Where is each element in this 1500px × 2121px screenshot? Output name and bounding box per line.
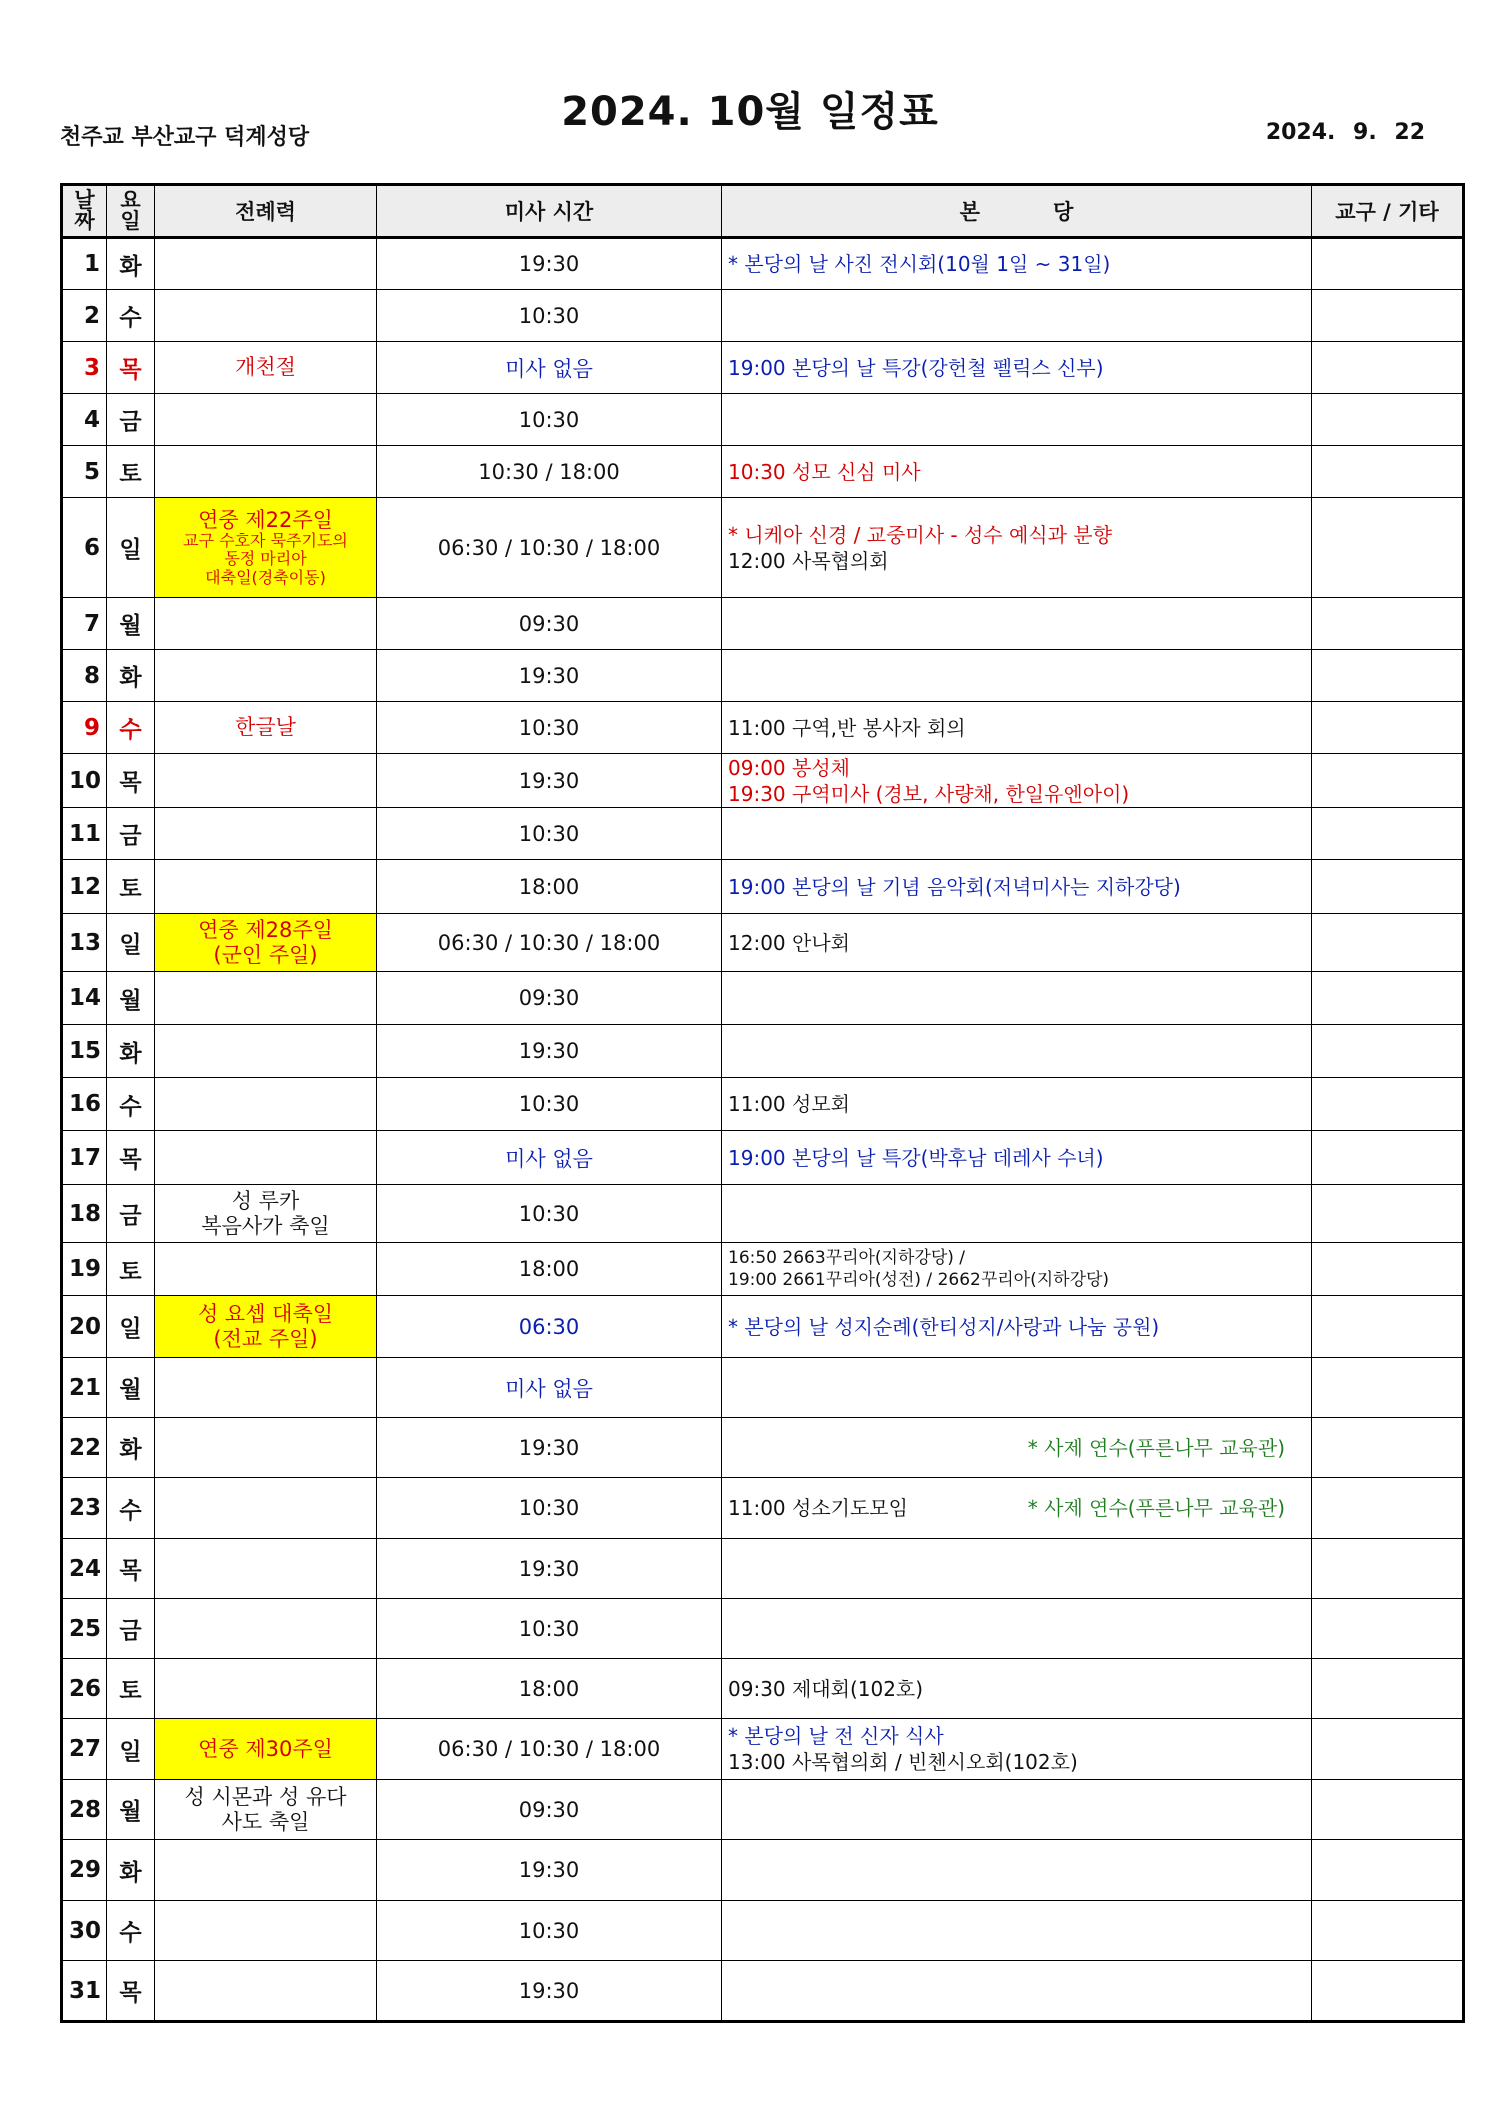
diocese-other-cell (1312, 972, 1464, 1025)
parish-event-cell (722, 598, 1312, 650)
diocese-other-cell (1312, 1659, 1464, 1719)
event-line-right: * 사제 연수(푸른나무 교육관) (1027, 1435, 1285, 1460)
table-row (62, 238, 1464, 290)
parish-event-cell (722, 1961, 1312, 2022)
table-row (62, 650, 1464, 702)
liturgy-cell (155, 1719, 377, 1780)
mass-time-cell: 19:30 (377, 1418, 722, 1478)
weekday-cell: 목 (107, 1539, 155, 1599)
diocese-other-cell (1312, 446, 1464, 498)
parish-event-cell (722, 1780, 1312, 1840)
day-cell: 11 (62, 808, 107, 860)
parish-event-cell (722, 1539, 1312, 1599)
table-row (62, 1539, 1464, 1599)
weekday-cell: 화 (107, 1840, 155, 1901)
event-line: 19:00 2661꾸리아(성전) / 2662꾸리아(지하강당) (728, 1270, 1110, 1290)
diocese-other-cell (1312, 1840, 1464, 1901)
diocese-other-cell (1312, 1025, 1464, 1078)
liturgy-line: 한글날 (235, 715, 296, 740)
day-cell: 8 (62, 650, 107, 702)
liturgy-line: 연중 제30주일 (198, 1736, 333, 1761)
parish-event-cell (722, 1840, 1312, 1901)
liturgy-cell (155, 1418, 377, 1478)
liturgy-cell (155, 1659, 377, 1719)
parish-event-cell (722, 1599, 1312, 1659)
weekday-cell: 목 (107, 1131, 155, 1185)
mass-time-cell: 06:30 / 10:30 / 18:00 (377, 914, 722, 972)
mass-time-cell: 09:30 (377, 972, 722, 1025)
parish-event-cell (722, 1243, 1312, 1296)
diocese-other-cell (1312, 808, 1464, 860)
day-cell: 1 (62, 238, 107, 290)
table-row (62, 342, 1464, 394)
weekday-cell: 토 (107, 1243, 155, 1296)
col-header-liturgy: 전례력 (155, 185, 377, 238)
table-row (62, 1078, 1464, 1131)
weekday-cell: 금 (107, 394, 155, 446)
col-header-main: 본 당 (722, 185, 1312, 238)
parish-event-cell (722, 1131, 1312, 1185)
diocese-other-cell (1312, 238, 1464, 290)
liturgy-cell (155, 238, 377, 290)
day-cell: 31 (62, 1961, 107, 2022)
liturgy-cell (155, 394, 377, 446)
liturgy-line: 연중 제28주일 (198, 918, 333, 943)
day-cell: 17 (62, 1131, 107, 1185)
diocese-other-cell (1312, 1078, 1464, 1131)
table-row (62, 1961, 1464, 2022)
liturgy-line: 대축일(경축이동) (205, 567, 326, 587)
day-cell: 15 (62, 1025, 107, 1078)
day-cell: 21 (62, 1358, 107, 1418)
mass-time-cell: 10:30 (377, 394, 722, 446)
mass-time-cell: 19:30 (377, 1840, 722, 1901)
event-line: 12:00 안나회 (728, 930, 850, 955)
day-cell: 14 (62, 972, 107, 1025)
diocese-other-cell (1312, 1780, 1464, 1840)
table-row (62, 754, 1464, 808)
liturgy-line: 성 요셉 대축일 (197, 1302, 334, 1327)
table-row (62, 702, 1464, 754)
table-row (62, 808, 1464, 860)
mass-time-cell: 19:30 (377, 650, 722, 702)
parish-event-cell (722, 342, 1312, 394)
col-header-day: 날 짜 (62, 185, 107, 238)
mass-time-cell: 10:30 (377, 702, 722, 754)
diocese-other-cell (1312, 702, 1464, 754)
mass-time-cell: 18:00 (377, 1659, 722, 1719)
liturgy-line: (군인 주일) (213, 942, 318, 967)
table-row (62, 1418, 1464, 1478)
liturgy-cell (155, 1185, 377, 1243)
day-cell: 13 (62, 914, 107, 972)
liturgy-cell (155, 860, 377, 914)
event-line: 11:00 구역,반 봉사자 회의 (728, 715, 966, 740)
parish-event-cell (722, 914, 1312, 972)
col-header-mass: 미사 시간 (377, 185, 722, 238)
parish-name: 천주교 부산교구 덕계성당 (60, 125, 310, 150)
diocese-other-cell (1312, 1131, 1464, 1185)
liturgy-cell (155, 1243, 377, 1296)
table-row (62, 1025, 1464, 1078)
page-title: 2024. 10월 일정표 (561, 89, 939, 135)
diocese-other-cell (1312, 1961, 1464, 2022)
table-row (62, 290, 1464, 342)
diocese-other-cell (1312, 498, 1464, 598)
liturgy-cell (155, 1296, 377, 1358)
parish-event-cell (722, 1719, 1312, 1780)
table-row (62, 1659, 1464, 1719)
parish-event-cell (722, 702, 1312, 754)
diocese-other-cell (1312, 394, 1464, 446)
mass-time-cell: 10:30 (377, 1478, 722, 1539)
liturgy-line: 복음사가 축일 (201, 1213, 330, 1238)
liturgy-cell (155, 1539, 377, 1599)
weekday-cell: 금 (107, 1599, 155, 1659)
diocese-other-cell (1312, 1719, 1464, 1780)
liturgy-cell (155, 914, 377, 972)
table-row (62, 1719, 1464, 1780)
parish-event-cell (722, 650, 1312, 702)
day-cell: 2 (62, 290, 107, 342)
event-line: 19:00 본당의 날 기념 음악회(저녁미사는 지하강당) (728, 874, 1181, 899)
weekday-cell: 수 (107, 1478, 155, 1539)
table-row (62, 1840, 1464, 1901)
event-line: 10:30 성모 신심 미사 (728, 459, 921, 484)
weekday-cell: 화 (107, 650, 155, 702)
day-cell: 10 (62, 754, 107, 808)
weekday-cell: 일 (107, 1719, 155, 1780)
table-row (62, 1478, 1464, 1539)
mass-time-cell: 06:30 (377, 1296, 722, 1358)
table-row (62, 498, 1464, 598)
table-row (62, 1901, 1464, 1961)
weekday-cell: 수 (107, 290, 155, 342)
parish-event-cell (722, 1901, 1312, 1961)
table-row (62, 1780, 1464, 1840)
table-row (62, 914, 1464, 972)
mass-time-cell: 09:30 (377, 1780, 722, 1840)
weekday-cell: 토 (107, 860, 155, 914)
table-row (62, 972, 1464, 1025)
day-cell: 6 (62, 498, 107, 598)
mass-time-cell: 19:30 (377, 1025, 722, 1078)
table-row (62, 860, 1464, 914)
diocese-other-cell (1312, 598, 1464, 650)
day-cell: 20 (62, 1296, 107, 1358)
table-row (62, 1131, 1464, 1185)
diocese-other-cell (1312, 650, 1464, 702)
weekday-cell: 월 (107, 598, 155, 650)
mass-time-cell: 09:30 (377, 598, 722, 650)
event-line: 19:30 구역미사 (경보, 사량채, 한일유엔아이) (728, 781, 1130, 806)
weekday-cell: 금 (107, 1185, 155, 1243)
event-line: * 본당의 날 사진 전시회(10월 1일 ~ 31일) (728, 252, 1111, 276)
day-cell: 23 (62, 1478, 107, 1539)
event-line: 13:00 사목협의회 / 빈첸시오회(102호) (728, 1750, 1078, 1774)
parish-event-cell (722, 1418, 1312, 1478)
weekday-cell: 일 (107, 498, 155, 598)
day-cell: 24 (62, 1539, 107, 1599)
event-line: 12:00 사목협의회 (728, 548, 889, 573)
parish-event-cell (722, 972, 1312, 1025)
parish-event-cell (722, 1025, 1312, 1078)
mass-time-cell: 18:00 (377, 1243, 722, 1296)
liturgy-cell (155, 498, 377, 598)
mass-time-cell: 06:30 / 10:30 / 18:00 (377, 498, 722, 598)
liturgy-line: 동정 마리아 (224, 549, 307, 569)
weekday-cell: 토 (107, 446, 155, 498)
table-row (62, 394, 1464, 446)
liturgy-line: 성 시몬과 성 유다 (184, 1785, 347, 1810)
event-line-wrap (728, 1495, 1305, 1521)
mass-time-cell: 19:30 (377, 1539, 722, 1599)
event-line: 11:00 성소기도모임 (728, 1496, 908, 1520)
weekday-cell: 금 (107, 808, 155, 860)
liturgy-cell (155, 1131, 377, 1185)
weekday-cell: 월 (107, 972, 155, 1025)
event-line: 11:00 성모회 (728, 1092, 850, 1116)
mass-time-cell: 19:30 (377, 238, 722, 290)
table-header-row (62, 185, 1464, 238)
day-cell: 25 (62, 1599, 107, 1659)
liturgy-cell (155, 1078, 377, 1131)
parish-event-cell (722, 1296, 1312, 1358)
table-row (62, 446, 1464, 498)
liturgy-cell (155, 1780, 377, 1840)
event-line: 09:30 제대회(102호) (728, 1676, 924, 1701)
parish-event-cell (722, 394, 1312, 446)
diocese-other-cell (1312, 1599, 1464, 1659)
weekday-cell: 수 (107, 702, 155, 754)
diocese-other-cell (1312, 290, 1464, 342)
day-cell: 29 (62, 1840, 107, 1901)
liturgy-cell (155, 1478, 377, 1539)
table-row (62, 598, 1464, 650)
weekday-cell: 월 (107, 1780, 155, 1840)
diocese-other-cell (1312, 914, 1464, 972)
weekday-cell: 수 (107, 1901, 155, 1961)
diocese-other-cell (1312, 1185, 1464, 1243)
day-cell: 16 (62, 1078, 107, 1131)
issue-date: 2024. 9. 22 (1265, 120, 1425, 145)
diocese-other-cell (1312, 1478, 1464, 1539)
col-header-weekday: 요 일 (107, 185, 155, 238)
weekday-cell: 목 (107, 754, 155, 808)
weekday-cell: 목 (107, 1961, 155, 2022)
liturgy-cell (155, 290, 377, 342)
diocese-other-cell (1312, 1358, 1464, 1418)
table-row (62, 1185, 1464, 1243)
liturgy-cell (155, 598, 377, 650)
event-line: 19:00 본당의 날 특강(강헌철 펠릭스 신부) (728, 355, 1104, 380)
liturgy-cell (155, 650, 377, 702)
event-line: 16:50 2663꾸리아(지하강당) / (728, 1247, 966, 1268)
mass-time-cell: 10:30 (377, 1078, 722, 1131)
liturgy-cell (155, 808, 377, 860)
liturgy-cell (155, 1358, 377, 1418)
event-line: * 본당의 날 성지순례(한티성지/사랑과 나눔 공원) (728, 1314, 1160, 1339)
event-line: 09:00 봉성체 (728, 755, 850, 780)
liturgy-cell (155, 1599, 377, 1659)
diocese-other-cell (1312, 1296, 1464, 1358)
day-cell: 19 (62, 1243, 107, 1296)
diocese-other-cell (1312, 1901, 1464, 1961)
liturgy-line: 연중 제22주일 (198, 507, 333, 532)
mass-time-cell: 10:30 (377, 1599, 722, 1659)
mass-time-cell: 미사 없음 (377, 342, 722, 394)
liturgy-cell (155, 1025, 377, 1078)
event-line: * 니케아 신경 / 교중미사 - 성수 예식과 분향 (728, 522, 1112, 547)
diocese-other-cell (1312, 1243, 1464, 1296)
parish-event-cell (722, 1185, 1312, 1243)
weekday-cell: 월 (107, 1358, 155, 1418)
mass-time-cell: 10:30 (377, 1901, 722, 1961)
weekday-cell: 목 (107, 342, 155, 394)
event-line: 19:00 본당의 날 특강(박후남 데레사 수녀) (728, 1145, 1104, 1170)
mass-time-cell: 19:30 (377, 1961, 722, 2022)
liturgy-cell (155, 446, 377, 498)
liturgy-cell (155, 1840, 377, 1901)
mass-time-cell: 10:30 (377, 808, 722, 860)
day-cell: 5 (62, 446, 107, 498)
event-line-right: * 사제 연수(푸른나무 교육관) (1027, 1496, 1285, 1520)
liturgy-cell (155, 754, 377, 808)
mass-time-cell: 10:30 (377, 1185, 722, 1243)
event-line: * 본당의 날 전 신자 식사 (728, 1724, 944, 1748)
parish-event-cell (722, 1478, 1312, 1539)
weekday-cell: 화 (107, 238, 155, 290)
liturgy-cell (155, 1901, 377, 1961)
parish-event-cell (722, 1078, 1312, 1131)
weekday-cell: 일 (107, 1296, 155, 1358)
weekday-cell: 화 (107, 1025, 155, 1078)
liturgy-cell (155, 1961, 377, 2022)
mass-time-cell: 06:30 / 10:30 / 18:00 (377, 1719, 722, 1780)
diocese-other-cell (1312, 1418, 1464, 1478)
liturgy-line: 성 루카 (231, 1189, 300, 1214)
mass-time-cell: 10:30 / 18:00 (377, 446, 722, 498)
mass-time-cell: 10:30 (377, 290, 722, 342)
day-cell: 30 (62, 1901, 107, 1961)
liturgy-cell (155, 702, 377, 754)
parish-event-cell (722, 860, 1312, 914)
schedule-table (60, 183, 1465, 2023)
parish-event-cell (722, 290, 1312, 342)
diocese-other-cell (1312, 754, 1464, 808)
col-header-other: 교구 / 기타 (1312, 185, 1464, 238)
parish-event-cell (722, 1358, 1312, 1418)
parish-event-cell (722, 754, 1312, 808)
liturgy-line: 교구 수호자 묵주기도의 (183, 530, 348, 550)
day-cell: 26 (62, 1659, 107, 1719)
table-row (62, 1296, 1464, 1358)
parish-event-cell (722, 808, 1312, 860)
parish-event-cell (722, 446, 1312, 498)
day-cell: 3 (62, 342, 107, 394)
day-cell: 12 (62, 860, 107, 914)
mass-time-cell: 미사 없음 (377, 1358, 722, 1418)
day-cell: 28 (62, 1780, 107, 1840)
table-row (62, 1358, 1464, 1418)
day-cell: 27 (62, 1719, 107, 1780)
weekday-cell: 토 (107, 1659, 155, 1719)
mass-time-cell: 미사 없음 (377, 1131, 722, 1185)
weekday-cell: 수 (107, 1078, 155, 1131)
table-row (62, 1599, 1464, 1659)
liturgy-line: 개천절 (235, 355, 296, 380)
diocese-other-cell (1312, 860, 1464, 914)
mass-time-cell: 18:00 (377, 860, 722, 914)
day-cell: 18 (62, 1185, 107, 1243)
weekday-cell: 화 (107, 1418, 155, 1478)
table-row (62, 1243, 1464, 1296)
liturgy-line: (전교 주일) (213, 1326, 318, 1351)
liturgy-line: 사도 축일 (221, 1809, 310, 1834)
parish-event-cell (722, 238, 1312, 290)
day-cell: 9 (62, 702, 107, 754)
weekday-cell: 일 (107, 914, 155, 972)
diocese-other-cell (1312, 1539, 1464, 1599)
parish-event-cell (722, 1659, 1312, 1719)
day-cell: 4 (62, 394, 107, 446)
liturgy-cell (155, 342, 377, 394)
diocese-other-cell (1312, 342, 1464, 394)
parish-event-cell (722, 498, 1312, 598)
mass-time-cell: 19:30 (377, 754, 722, 808)
liturgy-cell (155, 972, 377, 1025)
day-cell: 7 (62, 598, 107, 650)
day-cell: 22 (62, 1418, 107, 1478)
event-line-wrap (728, 1435, 1305, 1461)
